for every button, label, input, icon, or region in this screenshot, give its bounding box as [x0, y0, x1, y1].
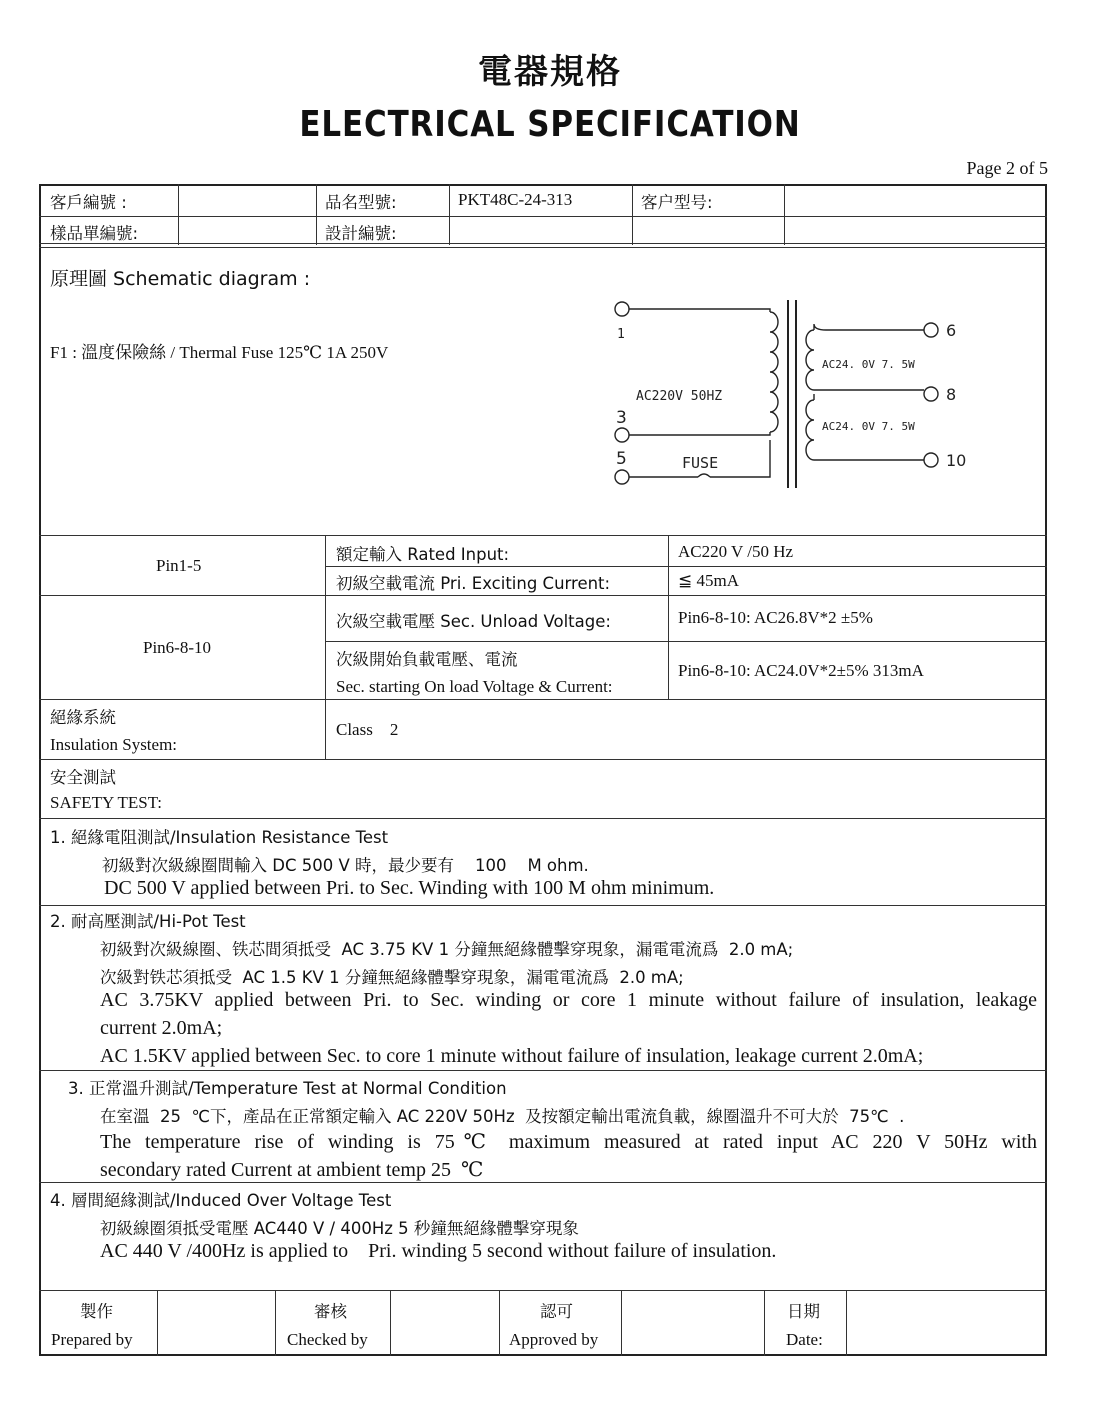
secondary1-label: AC24. 0V 7. 5W [822, 358, 915, 371]
test2-text-en1: AC 3.75KV applied between Pri. to Sec. winding or core 1 minute without failure of insulation, leakage [100, 989, 1037, 1011]
rated-input-value: AC220 V /50 Hz [678, 542, 794, 561]
test4-title: 4. 層間絕緣測試/Induced Over Voltage Test [50, 1191, 392, 1210]
rule [390, 1291, 391, 1356]
pin8-label: 8 [946, 385, 957, 404]
rule [499, 1291, 500, 1356]
rule [39, 1290, 1047, 1291]
primary-voltage-label: AC220V 50HZ [636, 389, 723, 404]
test1-text-en: DC 500 V applied between Pri. to Sec. Winding with 100 M ohm minimum. [104, 877, 715, 899]
customer-no-label: 客戶編號 : [50, 193, 127, 212]
pin1-5-label: Pin1-5 [156, 556, 202, 575]
product-model-value: PKT48C-24-313 [458, 190, 573, 209]
rule [39, 905, 1047, 906]
rule [275, 1291, 276, 1356]
rule [39, 699, 1047, 700]
product-model-label: 品名型號: [325, 193, 397, 212]
test2-text-cn1: 初級對次級線圈、铁芯間須抵受 AC 3.75 KV 1 分鐘無絕緣體擊穿現象，漏電電流爲 2.0 mA; [100, 940, 794, 959]
date-cn: 日期 [787, 1302, 820, 1321]
fuse-label: FUSE [682, 454, 719, 472]
test1-title: 1. 絕緣電阻測試/Insulation Resistance Test [50, 828, 389, 847]
rule [39, 595, 1047, 596]
rule [39, 1182, 1047, 1183]
rule [846, 1291, 847, 1356]
test1-text-cn: 初級對次級線圈間輸入 DC 500 V 時，最少要有 100 M ohm. [102, 856, 589, 875]
test3-text-en2: secondary rated Current at ambient temp 25 ℃ [100, 1159, 484, 1181]
approved-by-en: Approved by [509, 1330, 599, 1349]
sample-no-label: 樣品單編號: [50, 224, 139, 243]
pin3-label: 3 [616, 408, 627, 428]
pin8-terminal [924, 387, 938, 401]
pin10-terminal [924, 453, 938, 467]
test2-title: 2. 耐高壓測試/Hi-Pot Test [50, 912, 246, 931]
title-chinese: 電器規格 [478, 52, 622, 92]
rule [178, 184, 179, 245]
test3-text-cn: 在室溫 25 ℃下，產品在正常額定輸入 AC 220V 50Hz 及按額定輸出電流負載，線圈溫升不可大於 75℃ . [100, 1107, 905, 1126]
rule [632, 184, 633, 245]
rule [39, 216, 1047, 217]
test2-text-en2: AC 1.5KV applied between Sec. to core 1 minute without failure of insulation, leakage current 2.0mA; [100, 1045, 924, 1067]
insulation-system-en: Insulation System: [50, 735, 178, 754]
onload-label-cn: 次級開始負載電壓、電流 [336, 650, 518, 669]
page-number: Page 2 of 5 [966, 158, 1048, 178]
unload-voltage-label: 次級空載電壓 Sec. Unload Voltage: [336, 612, 611, 631]
insulation-class-value: Class 2 [336, 720, 399, 739]
approved-by-cn: 認可 [540, 1302, 573, 1321]
rule [316, 184, 317, 245]
pin1-label: 1 [617, 327, 625, 342]
rule [449, 184, 450, 245]
rule [764, 1291, 765, 1356]
pin6-terminal [924, 323, 938, 337]
test2-text-cn2: 次級對铁芯須抵受 AC 1.5 KV 1 分鐘無絕緣體擊穿現象，漏電電流爲 2.0 mA; [100, 968, 684, 987]
pin6-8-10-label: Pin6-8-10 [143, 638, 211, 657]
rule [784, 184, 785, 245]
rule [39, 759, 1047, 760]
insulation-system-cn: 絕緣系統 [50, 708, 116, 727]
schematic-heading [50, 264, 310, 291]
exciting-current-value: ≦ 45mA [678, 571, 739, 590]
pin3-terminal [615, 428, 629, 442]
rule [39, 818, 1047, 819]
test4-text-en: AC 440 V /400Hz is applied to Pri. winding 5 second without failure of insulation. [100, 1240, 777, 1262]
pin10-label: 10 [946, 451, 967, 470]
customer-model-label: 客户型号: [641, 193, 713, 212]
test4-text-cn: 初級線圈須抵受電壓 AC440 V / 400Hz 5 秒鐘無絕緣體擊穿現象 [100, 1219, 579, 1238]
test3-title: 3. 正常溫升測試/Temperature Test at Normal Condition [68, 1079, 507, 1098]
exciting-current-label: 初級空載電流 Pri. Exciting Current: [336, 574, 611, 593]
unload-voltage-value: Pin6-8-10: AC26.8V*2 ±5% [678, 608, 873, 627]
rule [39, 247, 1047, 248]
pin5-terminal [615, 470, 629, 484]
safety-heading-cn: 安全測試 [50, 768, 116, 787]
schematic-diagram [600, 292, 980, 497]
rule [325, 641, 1047, 642]
prepared-by-en: Prepared by [51, 1330, 133, 1349]
rule [39, 1070, 1047, 1071]
pin1-terminal [615, 302, 629, 316]
pin6-label: 6 [946, 321, 957, 340]
rule [621, 1291, 622, 1356]
checked-by-en: Checked by [287, 1330, 368, 1349]
fuse-note: F1 : 溫度保險絲 / Thermal Fuse 125℃ 1A 250V [50, 343, 389, 362]
onload-value: Pin6-8-10: AC24.0V*2±5% 313mA [678, 661, 924, 680]
onload-label-en: Sec. starting On load Voltage & Current: [336, 677, 613, 696]
rule [39, 243, 1047, 244]
rule [325, 566, 1047, 567]
date-en: Date: [786, 1330, 823, 1349]
rated-input-label: 額定輸入 Rated Input: [336, 545, 510, 564]
rule [325, 535, 326, 759]
checked-by-cn: 審核 [314, 1302, 347, 1321]
prepared-by-cn: 製作 [80, 1302, 113, 1321]
secondary2-label: AC24. 0V 7. 5W [822, 420, 915, 433]
title-english: ELECTRICAL SPECIFICATION [299, 104, 801, 145]
pin5-label: 5 [616, 449, 627, 469]
schematic-heading-text: 原理圖 Schematic diagram : [50, 268, 311, 290]
test2-text-en1-cont: current 2.0mA; [100, 1017, 223, 1039]
test3-text-en1: The temperature rise of winding is 75℃ maximum measured at rated input AC 220 V 50Hz with [100, 1131, 1037, 1153]
rule [39, 535, 1047, 536]
rule [668, 535, 669, 699]
rule [157, 1291, 158, 1356]
design-no-label: 設計編號: [325, 224, 397, 243]
safety-heading-en: SAFETY TEST: [50, 793, 163, 812]
